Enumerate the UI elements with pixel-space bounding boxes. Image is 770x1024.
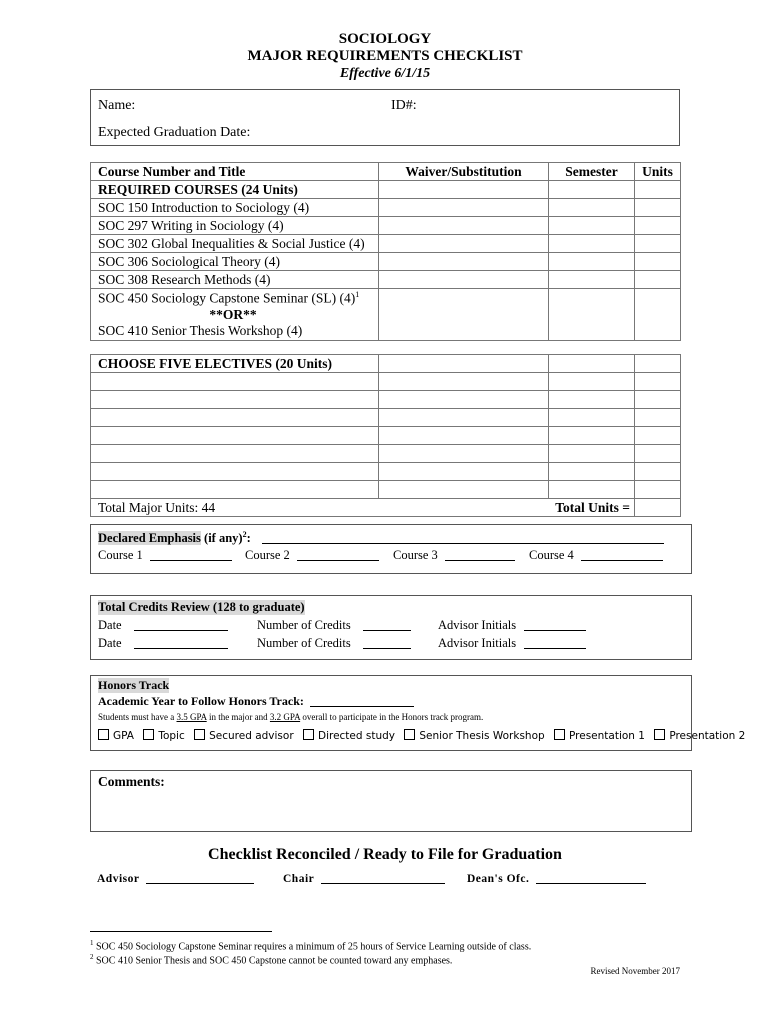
dean-signature xyxy=(467,873,646,885)
checkbox-icon[interactable] xyxy=(98,729,109,740)
graduation-date-label: Expected Graduation Date: xyxy=(98,125,251,140)
emphasis-field[interactable] xyxy=(262,543,664,544)
or-label: **OR** xyxy=(209,306,257,322)
course-2-field[interactable] xyxy=(297,560,379,561)
course-title: SOC 150 Introduction to Sociology (4) xyxy=(91,199,379,217)
credits-field[interactable] xyxy=(363,648,411,649)
checkbox-thesis-workshop[interactable] xyxy=(404,730,544,742)
gpa-overall: 3.2 GPA xyxy=(269,712,301,722)
elective-row[interactable] xyxy=(91,391,681,409)
units-cell[interactable] xyxy=(635,217,681,235)
semester-cell[interactable] xyxy=(549,271,635,289)
emphasis-line xyxy=(98,530,664,546)
course-1-field[interactable] xyxy=(150,560,232,561)
checkbox-icon[interactable] xyxy=(554,729,565,740)
chair-field[interactable] xyxy=(321,883,445,884)
name-label: Name: xyxy=(98,98,136,113)
elective-row[interactable] xyxy=(91,373,681,391)
course-title: SOC 306 Sociological Theory (4) xyxy=(91,253,379,271)
advisor-signature xyxy=(97,873,254,885)
checkbox-label: GPA xyxy=(113,730,134,742)
comments-box[interactable] xyxy=(90,770,692,832)
honors-track-box xyxy=(90,675,746,751)
checkbox-label: Directed study xyxy=(317,730,396,742)
footnote-ref-1: 1 xyxy=(355,290,360,299)
semester-cell[interactable] xyxy=(549,181,635,199)
checkbox-gpa[interactable] xyxy=(98,730,134,742)
footnote-text: SOC 410 Senior Thesis and SOC 450 Capstone cannot be counted toward any emphases. xyxy=(96,955,453,967)
course-label: Course 1 xyxy=(98,548,143,562)
waiver-cell[interactable] xyxy=(379,199,549,217)
table-row xyxy=(91,217,681,235)
footnote-1 xyxy=(90,939,531,952)
date-field[interactable] xyxy=(134,630,228,631)
effective-date: Effective 6/1/15 xyxy=(339,66,431,81)
id-label: ID#: xyxy=(391,98,417,113)
course-label: Course 2 xyxy=(245,548,290,562)
checkbox-icon[interactable] xyxy=(654,729,665,740)
honors-year-field[interactable] xyxy=(310,706,414,707)
course-3-field[interactable] xyxy=(445,560,515,561)
emphasis-course-3 xyxy=(393,548,515,563)
revised-date: Revised November 2017 xyxy=(590,966,680,976)
waiver-cell[interactable] xyxy=(379,271,549,289)
reconciled-title: Checklist Reconciled / Ready to File for Graduation xyxy=(208,846,562,863)
gpa-major: 3.5 GPA xyxy=(176,712,207,722)
table-row xyxy=(91,253,681,271)
checkbox-label: Presentation 2 xyxy=(669,730,746,742)
initials-field[interactable] xyxy=(524,630,586,631)
credits-field[interactable] xyxy=(363,630,411,631)
footnote-ref-2: 2 xyxy=(242,530,247,539)
note-text: overall to participate in the Honors track program. xyxy=(300,712,484,722)
advisor-field[interactable] xyxy=(146,883,254,884)
course-title: SOC 297 Writing in Sociology (4) xyxy=(91,217,379,235)
totals-row xyxy=(91,499,681,517)
capstone-course-line xyxy=(98,290,378,307)
department-title: SOCIOLOGY xyxy=(338,31,432,47)
semester-cell[interactable] xyxy=(549,289,635,341)
elective-row[interactable] xyxy=(91,445,681,463)
honors-year-row xyxy=(98,694,414,709)
credits-review-box xyxy=(90,595,692,660)
checkbox-label: Secured advisor xyxy=(209,730,294,742)
table-header-row xyxy=(91,163,681,181)
comments-label: Comments: xyxy=(98,774,165,789)
note-text: Students must have a xyxy=(98,712,177,722)
honors-note xyxy=(98,712,483,722)
elective-row[interactable] xyxy=(91,427,681,445)
chair-signature xyxy=(283,873,445,885)
waiver-cell[interactable] xyxy=(379,289,549,341)
emphasis-course-4 xyxy=(529,548,663,563)
course-4-field[interactable] xyxy=(581,560,663,561)
date-label: Date xyxy=(98,618,122,632)
units-cell[interactable] xyxy=(635,199,681,217)
checkbox-presentation-1[interactable] xyxy=(554,730,645,742)
waiver-cell[interactable] xyxy=(379,253,549,271)
table-row-capstone xyxy=(91,289,681,341)
course-label: Course 3 xyxy=(393,548,438,562)
credits-row-2 xyxy=(257,636,411,651)
units-cell[interactable] xyxy=(635,253,681,271)
initials-label: Advisor Initials xyxy=(438,636,517,650)
honors-title: Honors Track xyxy=(98,678,170,692)
total-units-field[interactable] xyxy=(635,499,681,517)
page-title: MAJOR REQUIREMENTS CHECKLIST xyxy=(247,48,523,64)
footnote-mark: 1 xyxy=(90,939,94,947)
waiver-cell[interactable] xyxy=(379,181,549,199)
electives-title: CHOOSE FIVE ELECTIVES (20 Units) xyxy=(91,355,379,373)
checkbox-label: Senior Thesis Workshop xyxy=(419,730,545,742)
total-major-units: Total Major Units: 44 xyxy=(91,499,379,517)
note-text: in the major and xyxy=(206,712,270,722)
date-field[interactable] xyxy=(134,648,228,649)
semester-cell[interactable] xyxy=(549,199,635,217)
elective-row[interactable] xyxy=(91,409,681,427)
emphasis-label: Declared Emphasis xyxy=(98,531,201,546)
elective-row[interactable] xyxy=(91,463,681,481)
checkbox-directed-study[interactable] xyxy=(303,730,395,742)
checkbox-presentation-2[interactable] xyxy=(654,730,745,742)
table-row xyxy=(91,199,681,217)
semester-cell[interactable] xyxy=(549,235,635,253)
emphasis-colon: : xyxy=(246,531,251,546)
date-row-2 xyxy=(98,636,228,651)
checkbox-icon[interactable] xyxy=(303,729,314,740)
col-course: Course Number and Title xyxy=(91,163,379,181)
checkbox-icon[interactable] xyxy=(194,729,205,740)
units-cell[interactable] xyxy=(635,235,681,253)
initials-label: Advisor Initials xyxy=(438,618,517,632)
emphasis-course-2 xyxy=(245,548,379,563)
emphasis-suffix: (if any) xyxy=(200,531,243,546)
emphasis-box xyxy=(90,524,692,574)
col-semester: Semester xyxy=(549,163,635,181)
course-title: SOC 308 Research Methods (4) xyxy=(91,271,379,289)
required-section-title: REQUIRED COURSES (24 Units) xyxy=(91,181,379,199)
course-title: SOC 410 Senior Thesis Workshop (4) xyxy=(98,322,303,338)
dean-field[interactable] xyxy=(536,883,646,884)
advisor-label: Advisor xyxy=(97,873,140,885)
checkbox-icon[interactable] xyxy=(143,729,154,740)
checkbox-secured-advisor[interactable] xyxy=(194,730,294,742)
course-label: Course 4 xyxy=(529,548,574,562)
credits-row-1 xyxy=(257,618,411,633)
total-units-label: Total Units = xyxy=(379,499,635,517)
footnote-mark: 2 xyxy=(90,953,94,961)
emphasis-course-1 xyxy=(98,548,232,563)
waiver-cell[interactable] xyxy=(379,235,549,253)
honors-checkbox-row xyxy=(98,729,745,742)
footnote-separator xyxy=(90,931,272,932)
semester-cell[interactable] xyxy=(549,253,635,271)
checkbox-topic[interactable] xyxy=(143,730,184,742)
initials-row-1 xyxy=(438,618,586,633)
footnote-2 xyxy=(90,953,452,966)
table-row xyxy=(91,271,681,289)
units-cell[interactable] xyxy=(635,289,681,341)
student-info-box xyxy=(90,89,680,146)
units-cell[interactable] xyxy=(635,181,681,199)
honors-year-label: Academic Year to Follow Honors Track: xyxy=(98,694,304,708)
capstone-cell xyxy=(91,289,379,341)
electives-header-row xyxy=(91,355,681,373)
initials-field[interactable] xyxy=(524,648,586,649)
chair-label: Chair xyxy=(283,873,315,885)
credits-label: Number of Credits xyxy=(257,618,351,632)
checkbox-label: Presentation 1 xyxy=(569,730,645,742)
electives-table xyxy=(90,354,681,517)
semester-cell[interactable] xyxy=(549,217,635,235)
table-row xyxy=(91,235,681,253)
checkbox-icon[interactable] xyxy=(404,729,415,740)
date-row-1 xyxy=(98,618,228,633)
table-row xyxy=(91,181,681,199)
required-courses-table xyxy=(90,162,681,341)
credits-label: Number of Credits xyxy=(257,636,351,650)
dean-label: Dean's Ofc. xyxy=(467,873,530,885)
date-label: Date xyxy=(98,636,122,650)
col-units: Units xyxy=(635,163,681,181)
course-title: SOC 450 Sociology Capstone Seminar (SL) (4) xyxy=(98,290,356,306)
initials-row-2 xyxy=(438,636,586,651)
course-title: SOC 302 Global Inequalities & Social Justice (4) xyxy=(91,235,379,253)
waiver-cell[interactable] xyxy=(379,217,549,235)
elective-row[interactable] xyxy=(91,481,681,499)
units-cell[interactable] xyxy=(635,271,681,289)
checkbox-label: Topic xyxy=(158,730,185,742)
credits-review-title: Total Credits Review (128 to graduate) xyxy=(98,600,305,614)
col-waiver: Waiver/Substitution xyxy=(379,163,549,181)
footnote-text: SOC 450 Sociology Capstone Seminar requires a minimum of 25 hours of Service Learning outside of class. xyxy=(96,941,532,953)
